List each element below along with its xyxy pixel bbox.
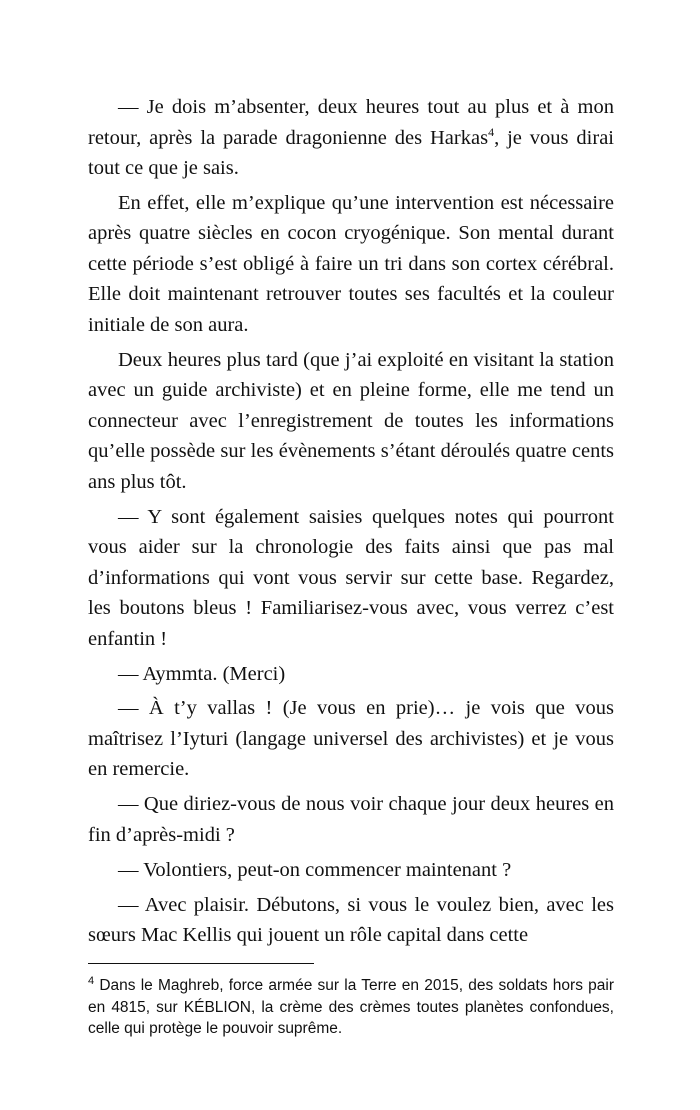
- body-text: [88, 92, 614, 951]
- paragraph-4: — Y sont également saisies quelques notes qui pourront vous aider sur la chronologie des faits ainsi que pas mal d’informations qui vont vous servir sur cette base. Regardez, les boutons bleus ! Familiarisez-vous avec, vous verrez c’est enfantin !: [88, 505, 614, 650]
- paragraph-2: En effet, elle m’explique qu’une intervention est nécessaire après quatre siècles en cocon cryogénique. Son mental durant cette période s’est obligé à faire un tri dans son cortex cérébral. Elle doit maintenant retrouver toutes ses facultés et la couleur initiale de son aura.: [88, 191, 614, 336]
- paragraph-3: Deux heures plus tard (que j’ai exploité en visitant la station avec un guide archiviste) et en pleine forme, elle me tend un connecteur avec l’enregistrement de toutes les informations qu’elle possède sur les évènements s’étant déroulés quatre cents ans plus tôt.: [88, 348, 614, 493]
- paragraph-5: — Aymmta. (Merci): [118, 662, 286, 685]
- paragraph-7: — Que diriez-vous de nous voir chaque jour deux heures en fin d’après-midi ?: [88, 793, 614, 846]
- paragraph-1-text-end: , je vous dirai tout ce que je sais.: [88, 126, 614, 179]
- footnote-separator: [88, 963, 314, 964]
- footnote-number: 4: [88, 974, 95, 987]
- paragraph-9: — Avec plaisir. Débutons, si vous le voulez bien, avec les sœurs Mac Kellis qui jouent un rôle capital dans cette: [88, 893, 614, 947]
- footnote: [88, 975, 614, 1040]
- paragraph-1: [88, 92, 614, 184]
- paragraph-6: — À t’y vallas ! (Je vous en prie)… je vois que vous maîtrisez l’Iyturi (langage universel des archivistes) et je vous en remercie.: [88, 697, 614, 781]
- paragraph-1-text: — Je dois m’absenter, deux heures tout au plus et à mon retour, après la parade dragonienne des Harkas: [88, 96, 614, 149]
- paragraph-8: — Volontiers, peut-on commencer maintenant ?: [118, 858, 512, 881]
- footnote-text: Dans le Maghreb, force armée sur la Terre en 2015, des soldats hors pair en 4815, sur KÉBLION, la crème des crèmes toutes planètes confondues, celle qui protège le pouvoir suprême.: [88, 977, 614, 1037]
- footnote-reference: 4: [488, 124, 495, 139]
